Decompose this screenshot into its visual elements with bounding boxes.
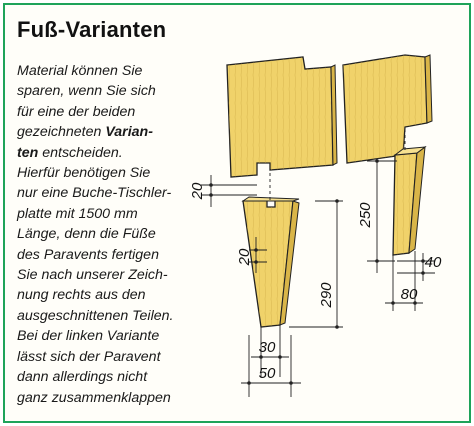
- text-line: lässt sich der Paravent: [17, 348, 161, 365]
- dim-leg-left-bottom: 50: [258, 365, 276, 382]
- dimension-dots: [209, 159, 425, 385]
- text-line: ten entscheiden.: [17, 144, 123, 161]
- dim-leg-left-top: 30: [258, 339, 276, 356]
- text-line: nung rechts aus den: [17, 287, 146, 304]
- left-panel: [227, 57, 337, 177]
- text-line: Sie nach unserer Zeich-: [17, 267, 168, 284]
- text-line: Länge, denn die Füße: [17, 226, 156, 243]
- figure-title: Fuß-Varianten: [17, 17, 167, 42]
- construction-diagram: [5, 5, 469, 421]
- text-line: Hierfür benötigen Sie: [17, 165, 151, 182]
- text-line: Bei der linken Variante: [17, 328, 160, 345]
- right-panel: [343, 55, 432, 163]
- dim-leg-right-bottom: 80: [400, 286, 418, 303]
- text-line: dann allerdings nicht: [17, 369, 148, 386]
- text-line: des Paravents fertigen: [17, 246, 159, 263]
- text-line: ganz zusammenklappen: [17, 389, 171, 406]
- text-line: nur eine Buche-Tischler-: [17, 185, 172, 202]
- text-line: Material können Sie: [17, 63, 143, 79]
- right-leg: [393, 147, 425, 255]
- dim-notch-left: 20: [236, 248, 253, 266]
- dim-leg-left-height: 290: [318, 282, 335, 308]
- text-line: für eine der beiden: [17, 103, 136, 120]
- text-line: sparen, wenn Sie sich: [17, 83, 156, 100]
- dim-leg-right-top: 40: [424, 254, 442, 271]
- text-line: ausgeschnittenen Teilen.: [17, 307, 174, 324]
- text-line: gezeichneten Varian-: [17, 124, 153, 141]
- figure-frame: [3, 3, 471, 423]
- text-line: platte mit 1500 mm: [17, 205, 138, 222]
- dim-slot-left: 20: [189, 182, 206, 200]
- dim-leg-right-height: 250: [357, 202, 374, 228]
